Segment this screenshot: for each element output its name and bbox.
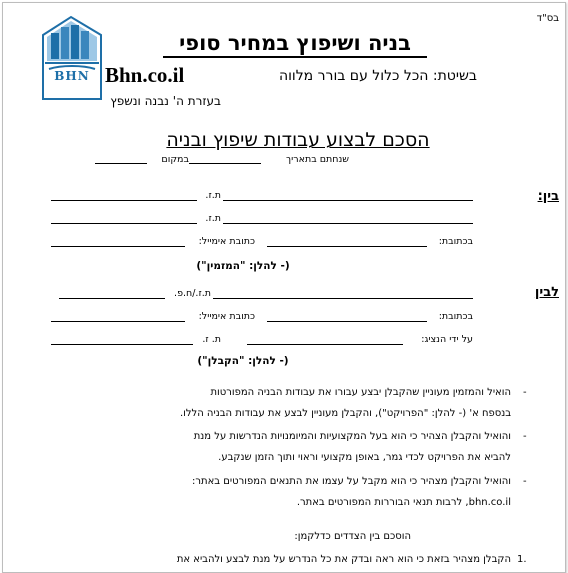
party1-email-label: כתובת אימייל: [198, 236, 255, 247]
document-page [2, 2, 566, 573]
party2-email-label: כתובת אימייל: [198, 311, 255, 322]
place-field[interactable] [95, 163, 147, 164]
date-field[interactable] [189, 163, 261, 164]
numbered-1-text: הקבלן מצהיר בזאת כי הוא ראה ובדק את כל הנדרש על מנת לבצע ולהביא את [176, 554, 511, 565]
party2-address-field[interactable] [267, 321, 427, 322]
method-line: בשיטת: הכל כלול עם בורר מלווה [278, 68, 477, 84]
at-place-label: במקום [161, 154, 189, 165]
party2-rep-field[interactable] [247, 344, 403, 345]
party2-rep-id-field[interactable] [51, 344, 193, 345]
building-logo-icon [41, 15, 103, 101]
signed-on-label: שנחתם בתאריך [286, 154, 349, 165]
numbered-1: 1. [517, 554, 527, 565]
party2-id-label: ת.ז./ח.פ. [174, 288, 211, 299]
party2-rep-id-label: ת. ז. [202, 334, 221, 345]
help-line: בעזרת ה' נבנה ונשפץ [110, 94, 221, 108]
party2-side-label: לבין [534, 285, 559, 300]
party2-rep-label: על ידי הנציג: [421, 334, 473, 345]
clause-1-line-2: בנספח א' (- להלן: "הפרויקט"), והקבלן מעוניין לבצע את עבודות הבניה הללו. [179, 408, 511, 419]
corner-mark: בס"ד [536, 13, 559, 24]
party2-id-field[interactable] [213, 298, 473, 299]
party1-email-field[interactable] [51, 246, 185, 247]
bullet-3: - [523, 476, 527, 487]
clause-3-line-1: והואיל והקבלן מצהיר כי הוא מקבל על עצמו את התנאים המפורטים באתר: [192, 476, 511, 487]
party1-id-2-field[interactable] [223, 223, 473, 224]
agreement-title: הסכם לבצוע עבודות שיפוץ ובניה [166, 129, 430, 151]
bullet-1: - [523, 387, 527, 398]
party1-side-label: בין: [537, 189, 559, 204]
party2-alias: (- להלן: "הקבלן") [197, 355, 289, 367]
clause-2-line-1: והואיל והקבלן הצהיר כי הוא בעל המקצועיות והמיומנויות הנדרשות על מנת [193, 431, 511, 442]
party1-address-field[interactable] [267, 246, 427, 247]
bullet-2: - [523, 431, 527, 442]
party1-address-label: בכתובת: [438, 236, 473, 247]
party2-address-label: בכתובת: [438, 311, 473, 322]
clause-3-line-2: bhn.co.il, לרבות תנאי הבוררות המפורטים באתר. [296, 497, 511, 508]
clause-2-line-2: להביא את הפרויקט לכדי גמר, באופן מקצועי וראוי ותוך הזמן שנקבע. [218, 452, 511, 463]
agreed-line: הוסכם בין הצדדים כדלקמן: [294, 531, 411, 542]
party1-id-label-1: ת.ז. [205, 190, 221, 201]
party2-email-field[interactable] [51, 321, 185, 322]
website-label: Bhn.co.il [105, 63, 185, 87]
clause-1-line-1: הואיל והמזמין מעוניין שהקבלן יבצע עבורו את עבודות הבניה המפורטות [210, 387, 511, 398]
party2-name-field[interactable] [59, 298, 165, 299]
main-heading: בניה ושיפוץ במחיר סופי [163, 30, 427, 58]
party1-name-2-field[interactable] [51, 223, 197, 224]
logo-text: BHN [54, 69, 90, 83]
party1-id-label-2: ת.ז. [205, 213, 221, 224]
party1-name-1-field[interactable] [51, 200, 197, 201]
party1-id-1-field[interactable] [223, 200, 473, 201]
bhn-logo [41, 15, 103, 101]
party1-alias: (- להלן: "המזמין") [196, 260, 290, 272]
